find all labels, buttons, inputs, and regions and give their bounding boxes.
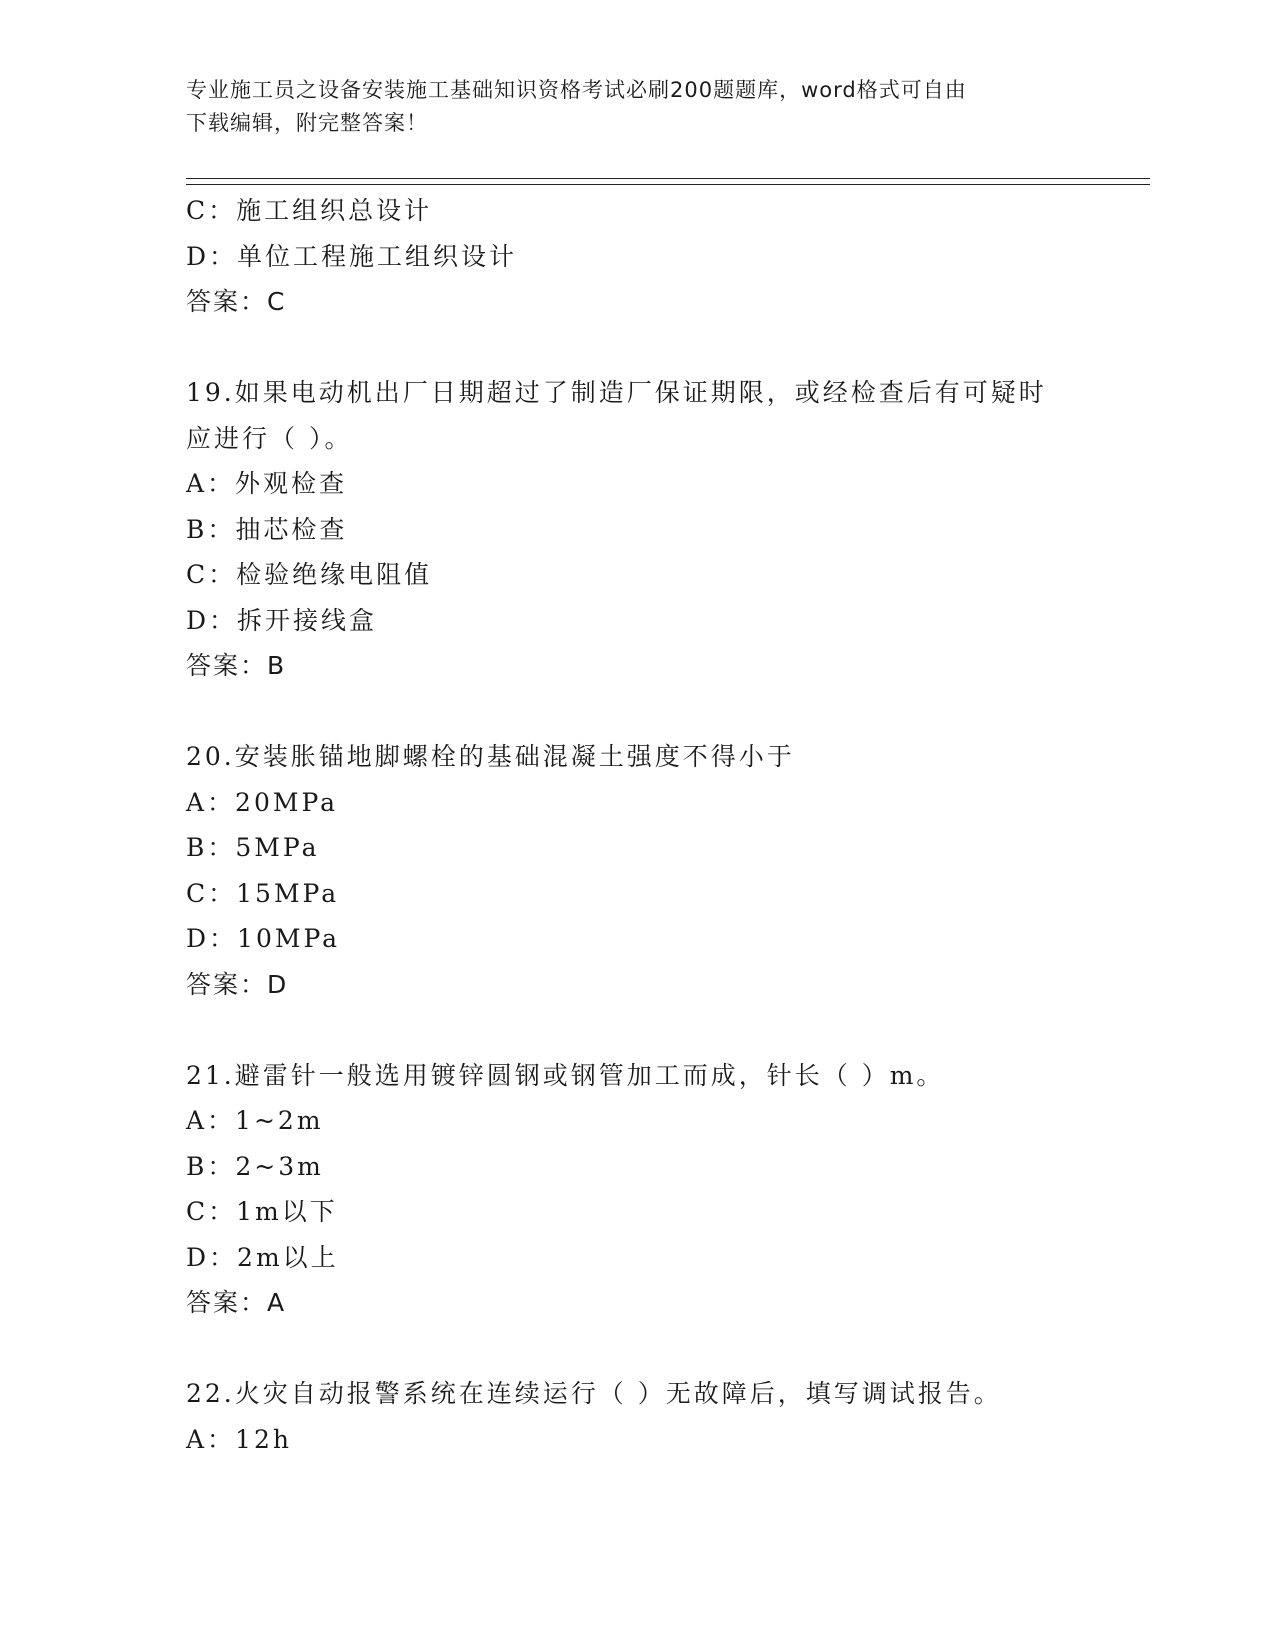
option-c: C：检验绝缘电阻值 bbox=[186, 560, 433, 589]
option-b: B：5MPa bbox=[186, 833, 320, 862]
answer-line: 答案：A bbox=[186, 1288, 287, 1317]
question-block-19 bbox=[186, 370, 1150, 689]
question-stem: 19.如果电动机出厂日期超过了制造厂保证期限，或经检查后有可疑时 bbox=[186, 378, 1047, 407]
spacer bbox=[186, 325, 1150, 371]
question-stem: 22.火灾自动报警系统在连续运行（ ）无故障后，填写调试报告。 bbox=[186, 1379, 1002, 1408]
header-line-1: 专业施工员之设备安装施工基础知识资格考试必刷200题题库，word格式可自由 bbox=[186, 78, 967, 102]
option-a: A：20MPa bbox=[186, 787, 339, 817]
option-c: C：施工组织总设计 bbox=[186, 196, 433, 225]
spacer bbox=[186, 1007, 1150, 1053]
option-d: D：10MPa bbox=[186, 924, 341, 953]
spacer bbox=[186, 689, 1150, 735]
header-divider-bottom bbox=[186, 184, 1150, 185]
question-block-21 bbox=[186, 1053, 1150, 1326]
question-stem-continued: 应进行（ ）。 bbox=[186, 423, 353, 453]
question-list bbox=[186, 188, 1150, 1462]
header-divider-top bbox=[186, 178, 1150, 179]
option-a: A：1~2m bbox=[186, 1106, 324, 1135]
answer-line: 答案：C bbox=[186, 287, 287, 316]
spacer bbox=[186, 1326, 1150, 1372]
option-b: B：抽芯检查 bbox=[186, 514, 348, 544]
question-stem: 21.避雷针一般选用镀锌圆钢或钢管加工而成，针长（ ）m。 bbox=[186, 1060, 945, 1090]
option-c: C：1m以下 bbox=[186, 1197, 338, 1226]
header-line-2: 下载编辑，附完整答案！ bbox=[186, 111, 428, 135]
option-d: D：拆开接线盒 bbox=[186, 605, 378, 635]
question-block-22 bbox=[186, 1371, 1150, 1462]
document-header bbox=[186, 74, 1066, 140]
option-a: A：外观检查 bbox=[186, 469, 348, 498]
option-d: D：单位工程施工组织设计 bbox=[186, 241, 518, 271]
option-d: D：2m以上 bbox=[186, 1242, 339, 1272]
answer-line: 答案：D bbox=[186, 969, 289, 999]
option-b: B：2~3m bbox=[186, 1151, 324, 1181]
question-stem: 20.安装胀锚地脚螺栓的基础混凝土强度不得小于 bbox=[186, 742, 795, 771]
answer-line: 答案：B bbox=[186, 651, 287, 680]
question-block-18 bbox=[186, 188, 1150, 325]
option-a: A：12h bbox=[186, 1424, 292, 1454]
question-block-20 bbox=[186, 734, 1150, 1007]
option-c: C：15MPa bbox=[186, 878, 340, 908]
